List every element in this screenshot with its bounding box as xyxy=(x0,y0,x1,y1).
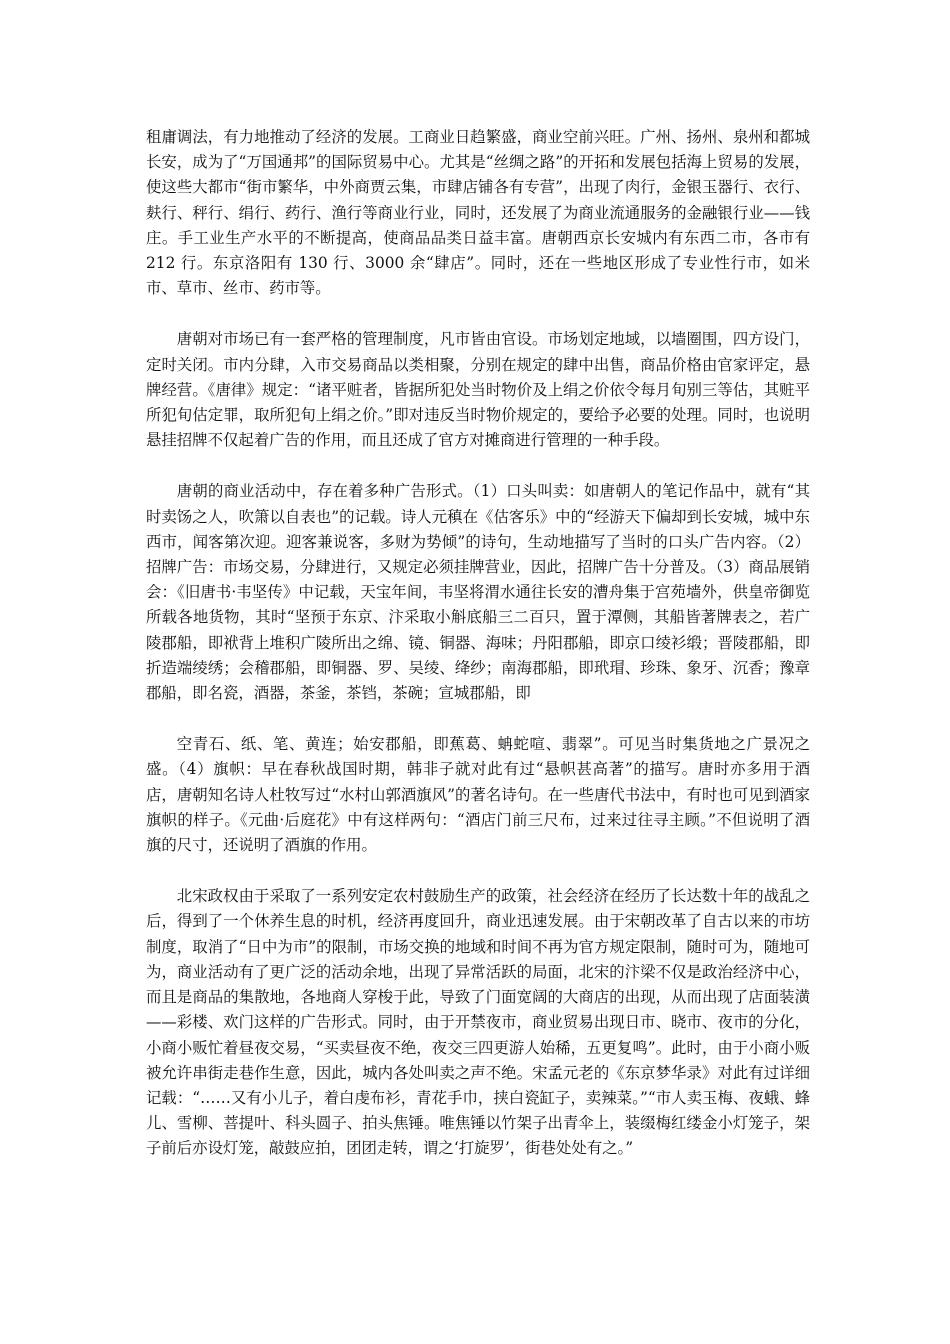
paragraph-5: 北宋政权由于采取了一系列安定农村鼓励生产的政策，社会经济在经历了长达数十年的战乱之后，得到了一个休养生息的时机，经济再度回升，商业迅速发展。由于宋朝改革了自古以来的市坊制度，取消了“日中为市”的限制，市场交换的地域和时间不再为官方规定限制，随时可为，随地可为，商业活动有了更广泛的活动余地，出现了异常活跃的局面，北宋的汴梁不仅是政治经济中心，而且是商品的集散地，各地商人穿梭于此，导致了门面宽阔的大商店的出现，从而出现了店面装潢——彩楼、欢门这样的广告形式。同时，由于开禁夜市，商业贸易出现日市、晓市、夜市的分化，小商小贩忙着昼夜交易，“买卖昼夜不绝，夜交三四更游人始稀，五更复鸣”。此时，由于小商小贩被允许串街走巷作生意，因此，城内各处叫卖之声不绝。宋孟元老的《东京梦华录》对此有过详细记载：“……又有小儿子，着白虔布衫，青花手巾，挟白瓷缸子，卖辣菜。”“市人卖玉梅、夜蛾、蜂儿、雪柳、菩提叶、科头圆子、拍头焦锤。唯焦锤以竹架子出青伞上，装缀梅红缕金小灯笼子，架子前后亦设灯笼，敲鼓应拍，团团走转，谓之‘打旋罗’，街巷处处有之。” xyxy=(146,887,810,1158)
paragraph-3: 唐朝的商业活动中，存在着多种广告形式。（1）口头叫卖：如唐朝人的笔记作品中，就有“其时卖饧之人，吹箫以自表也”的记载。诗人元稹在《估客乐》中的“经游天下偏却到长安城，城中东西市，闻客第次迎。迎客兼说客，多财为势倾”的诗句，生动地描写了当时的口头广告内容。（2）招牌广告：市场交易，分肆进行，又规定必须挂牌营业，因此，招牌广告十分普及。（3）商品展销会：《旧唐书·韦坚传》中记载，天宝年间，韦坚将渭水通往长安的漕舟集于宫苑墙外，供皇帝御览所载各地货物，其时“坚预于东京、汴采取小斛底船三二百只，置于潭侧，其船皆著牌表之，若广陵郡船，即袱背上堆积广陵所出之绵、镜、铜器、海味；丹阳郡船，即京口绫衫缎；晋陵郡船，即折造端绫绣；会稽郡船，即铜器、罗、吴绫、绛纱；南海郡船，即玳瑁、珍珠、象牙、沉香；豫章郡船，即名瓷，酒器，茶釜，茶铛，茶碗；宣城郡船，即 xyxy=(146,482,810,703)
paragraph-2: 唐朝对市场已有一套严格的管理制度，凡市皆由官设。市场划定地域，以墙圈围，四方设门，定时关闭。市内分肆，入市交易商品以类相聚，分别在规定的肆中出售，商品价格由官家评定，悬牌经营。《唐律》规定：“诸平赃者，皆据所犯处当时物价及上绢之价依令每月旬别三等估，其赃平所犯旬估定罪，取所犯旬上绢之价。”即对违反当时物价规定的，要给予必要的处理。同时，也说明悬挂招牌不仅起着广告的作用，而且还成了官方对摊商进行管理的一种手段。 xyxy=(146,330,810,450)
paragraph-1: 租庸调法，有力地推动了经济的发展。工商业日趋繁盛，商业空前兴旺。广州、扬州、泉州和都城长安，成为了“万国通邦”的国际贸易中心。尤其是“丝绸之路”的开拓和发展包括海上贸易的发展，使这些大都市“街市繁华，中外商贾云集，市肆店铺各有专营”，出现了肉行，金银玉器行、衣行、麸行、秤行、绢行、药行、渔行等商业行业，同时，还发展了为商业流通服务的金融银行业——钱庄。手工业生产水平的不断提高，使商品品类日益丰富。唐朝西京长安城内有东西二市，各市有 212 行。东京洛阳有 130 行、3000 余“肆店”。同时，还在一些地区形成了专业性行市，如米市、草市、丝市、药市等。 xyxy=(146,128,810,298)
document-page xyxy=(146,125,810,1188)
paragraph-4: 空青石、纸、笔、黄连；始安郡船，即蕉葛、蚺蛇喧、翡翠”。可见当时集货地之广景况之盛。（4）旗帜：早在春秋战国时期，韩非子就对此有过“悬帜甚高著”的描写。唐时亦多用于酒店，唐朝知名诗人杜牧写过“水村山郭酒旗风”的著名诗句。在一些唐代书法中，有时也可见到酒家旗帜的样子。《元曲·后庭花》中有这样两句：“酒店门前三尺布，过来过往寻主顾。”不但说明了酒旗的尺寸，还说明了酒旗的作用。 xyxy=(146,735,810,855)
